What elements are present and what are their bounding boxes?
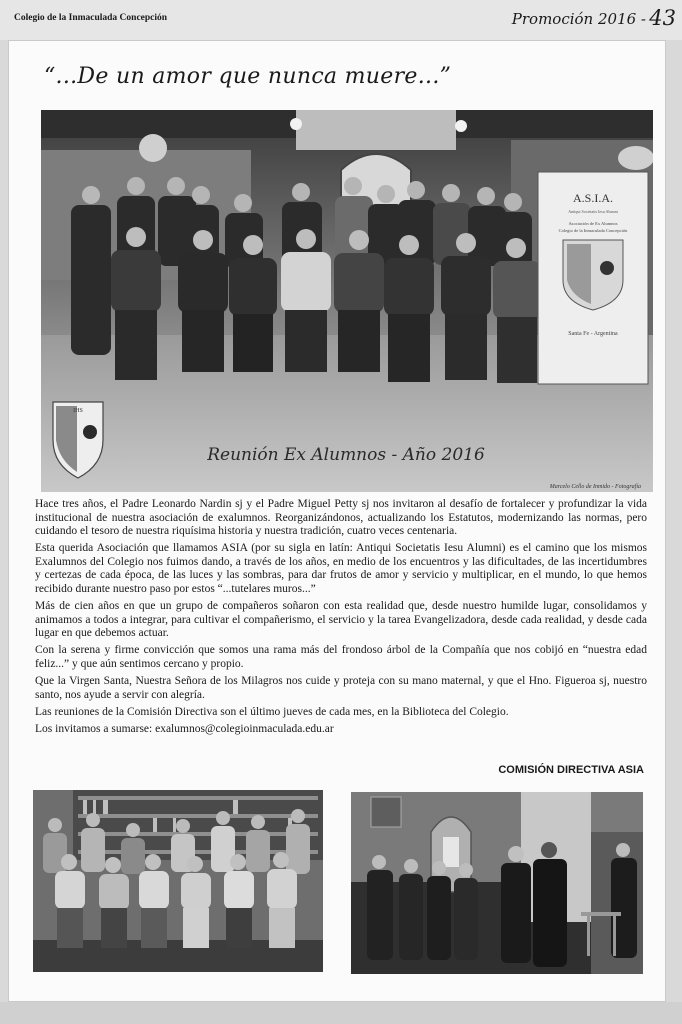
banner-line-1: Asociación de Ex Alumnos [568, 221, 618, 226]
page-bottom-edge [0, 1002, 682, 1024]
promotion-label: Promoción 2016 - [511, 10, 646, 28]
signature: COMISIÓN DIRECTIVA ASIA [498, 764, 644, 776]
group-photo [41, 110, 653, 492]
article-body [35, 498, 647, 740]
group-photo-illustration [41, 110, 653, 492]
person [533, 842, 567, 967]
page-number: 43 [649, 6, 676, 30]
banner-title: A.S.I.A. [572, 191, 614, 205]
chapel-photo [351, 792, 643, 974]
contact-paragraph: Los invitamos a sumarse: exalumnos@colegioinmaculada.edu.ar [35, 722, 334, 735]
paragraph: Hace tres años, el Padre Leonardo Nardin sj y el Padre Miguel Petty sj nos invitaron al desafío de fortalecer y profundizar la vida institucional de nuestra asociación de exalumnos. Reorganizándonos, actualizando los Estatutos, modernizando las normas, pero cuidando el tesoro de nuestra riquísima historia y nuestra tradición, cuatro veces centenaria. [35, 498, 647, 538]
person [501, 846, 531, 963]
person [367, 855, 393, 960]
school-name: Colegio de la Inmaculada Concepción [14, 13, 168, 23]
banner-line-2: Colegio de la Inmaculada Concepción [558, 228, 628, 233]
crest-text: IHS [73, 408, 83, 414]
banner-subtitle: Antiqui Societatis Iesu Alumni [568, 209, 618, 214]
library-group-photo [33, 790, 323, 972]
person [71, 186, 111, 355]
photo-credit: Marcelo Cello de Inmido - Fotografía [549, 484, 641, 490]
paragraph: Más de cien años en que un grupo de compañeros soñaron con esta realidad que, desde nuestro humilde lugar, consolidamos y animamos a todos a integrar, para cultivar el compañerismo, el servicio y la tarea Evangelizadora, desde cada realidad, y desde cada lugar en que debemos actuar. [35, 600, 647, 640]
paragraph: Esta querida Asociación que llamamos ASIA (por su sigla en latín: Antiqui Societatis Iesu Alumni) es el camino que los mismos Exalumnos del Colegio nos fuimos dando, a través de los años, en medio de los encuentros y las dificultades, de las incertidumbres y certezas de cada época, de las luces y las sombras, para dar frutos de amor y servicio y multiplicar, en el mundo, lo que hemos recibido durante nuestro paso por estos “...tutelares muros...” [35, 542, 647, 596]
page-header [0, 0, 682, 40]
photo-caption: Reunión Ex Alumnos - Año 2016 [207, 445, 485, 465]
banner-location: Santa Fe - Argentina [568, 331, 618, 337]
paragraph: Con la serena y firme convicción que somos una rama más del frondoso árbol de la Compañía que nos cobijó en “nuestra edad feliz...” y que aún sentimos cercano y propio. [35, 644, 647, 671]
library-photo-illustration [33, 790, 323, 972]
chapel-photo-illustration [351, 792, 643, 974]
paragraph: Que la Virgen Santa, Nuestra Señora de los Milagros nos cuide y proteja con su mano maternal, y que el Hno. Figueroa sj, nuestro santo, nos ayude a servir con alegría. [35, 675, 647, 701]
asia-banner [538, 172, 648, 384]
paragraph: Las reuniones de la Comisión Directiva son el último jueves de cada mes, en la Biblioteca del Colegio. [35, 705, 509, 718]
article-title: “...De un amor que nunca muere...” [44, 64, 452, 89]
